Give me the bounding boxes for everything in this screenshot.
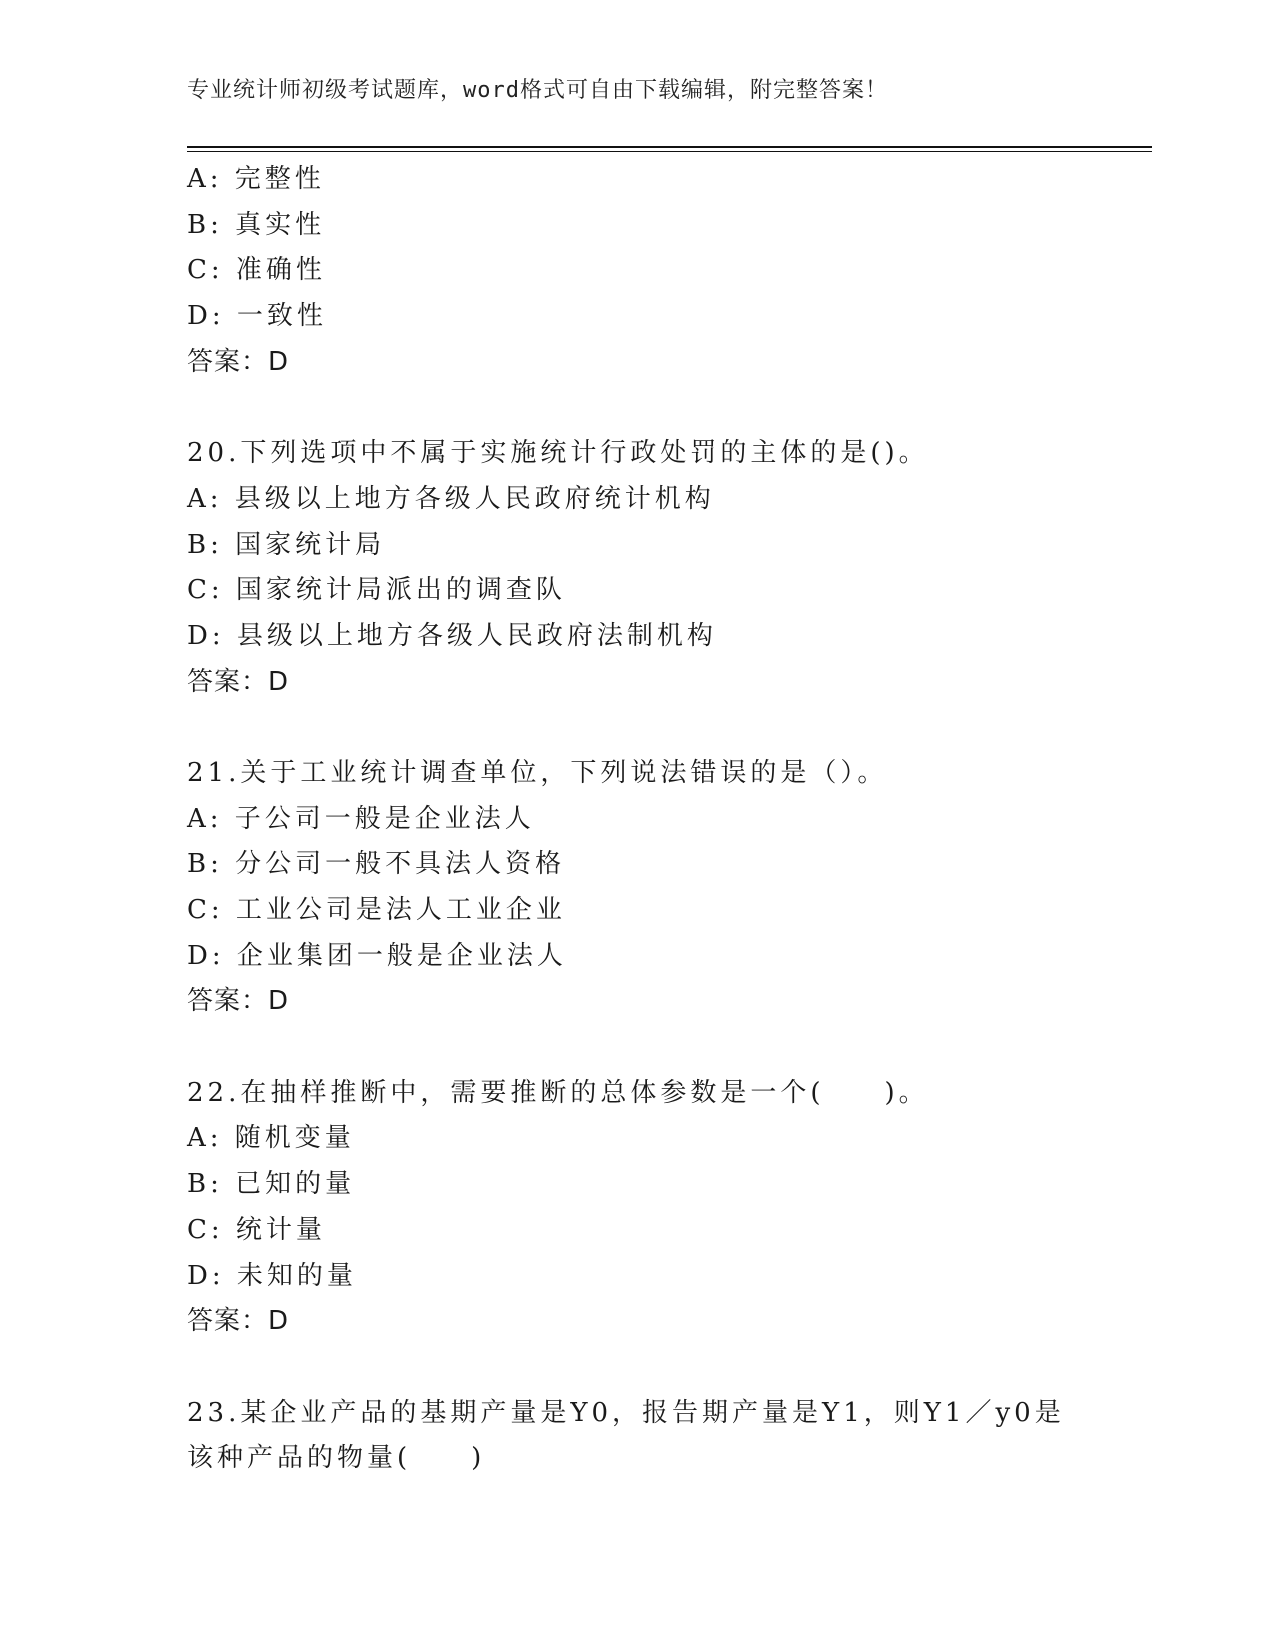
option-c: C: 统计量	[187, 1214, 326, 1245]
question-23	[187, 1391, 1147, 1482]
spacer	[187, 1025, 1147, 1071]
question-stem: 21.关于工业统计调查单位，下列说法错误的是（）。	[187, 757, 888, 788]
header-rule-thin	[187, 151, 1152, 152]
question-fragment	[187, 157, 1147, 385]
page-header: 专业统计师初级考试题库，word格式可自由下载编辑，附完整答案！	[187, 78, 888, 103]
header-rule-thick	[187, 146, 1152, 148]
option-a: A: 完整性	[187, 164, 325, 194]
option-d: D: 未知的量	[187, 1260, 357, 1291]
question-20	[187, 431, 1147, 705]
option-d: D: 一致性	[187, 301, 327, 332]
option-c: C: 国家统计局派出的调查队	[187, 575, 566, 606]
option-a: A: 随机变量	[187, 1123, 355, 1154]
option-b: B: 真实性	[187, 209, 326, 240]
option-d: D: 企业集团一般是企业法人	[187, 940, 567, 971]
spacer	[187, 1345, 1147, 1391]
question-stem: 23.某企业产品的基期产量是Y0，报告期产量是Y1，则Y1／y0是该种产品的物量( )	[187, 1397, 1065, 1474]
option-a: A: 县级以上地方各级人民政府统计机构	[187, 483, 715, 514]
question-stem: 20.下列选项中不属于实施统计行政处罚的主体的是()。	[187, 438, 929, 469]
option-b: B: 已知的量	[187, 1169, 356, 1200]
spacer	[187, 705, 1147, 751]
question-list	[187, 157, 1147, 1482]
question-22	[187, 1071, 1147, 1345]
option-c: C: 工业公司是法人工业企业	[187, 895, 566, 925]
answer: 答案：D	[187, 1306, 290, 1337]
option-c: C: 准确性	[187, 255, 326, 286]
question-21	[187, 751, 1147, 1025]
answer: 答案：D	[187, 986, 290, 1017]
option-a: A: 子公司一般是企业法人	[187, 803, 535, 834]
option-b: B: 分公司一般不具法人资格	[187, 849, 566, 880]
spacer	[187, 385, 1147, 431]
option-d: D: 县级以上地方各级人民政府法制机构	[187, 620, 717, 651]
answer: 答案：D	[187, 666, 290, 697]
option-b: B: 国家统计局	[187, 529, 386, 560]
answer: 答案：D	[187, 346, 290, 377]
question-stem: 22.在抽样推断中，需要推断的总体参数是一个( )。	[187, 1077, 929, 1108]
